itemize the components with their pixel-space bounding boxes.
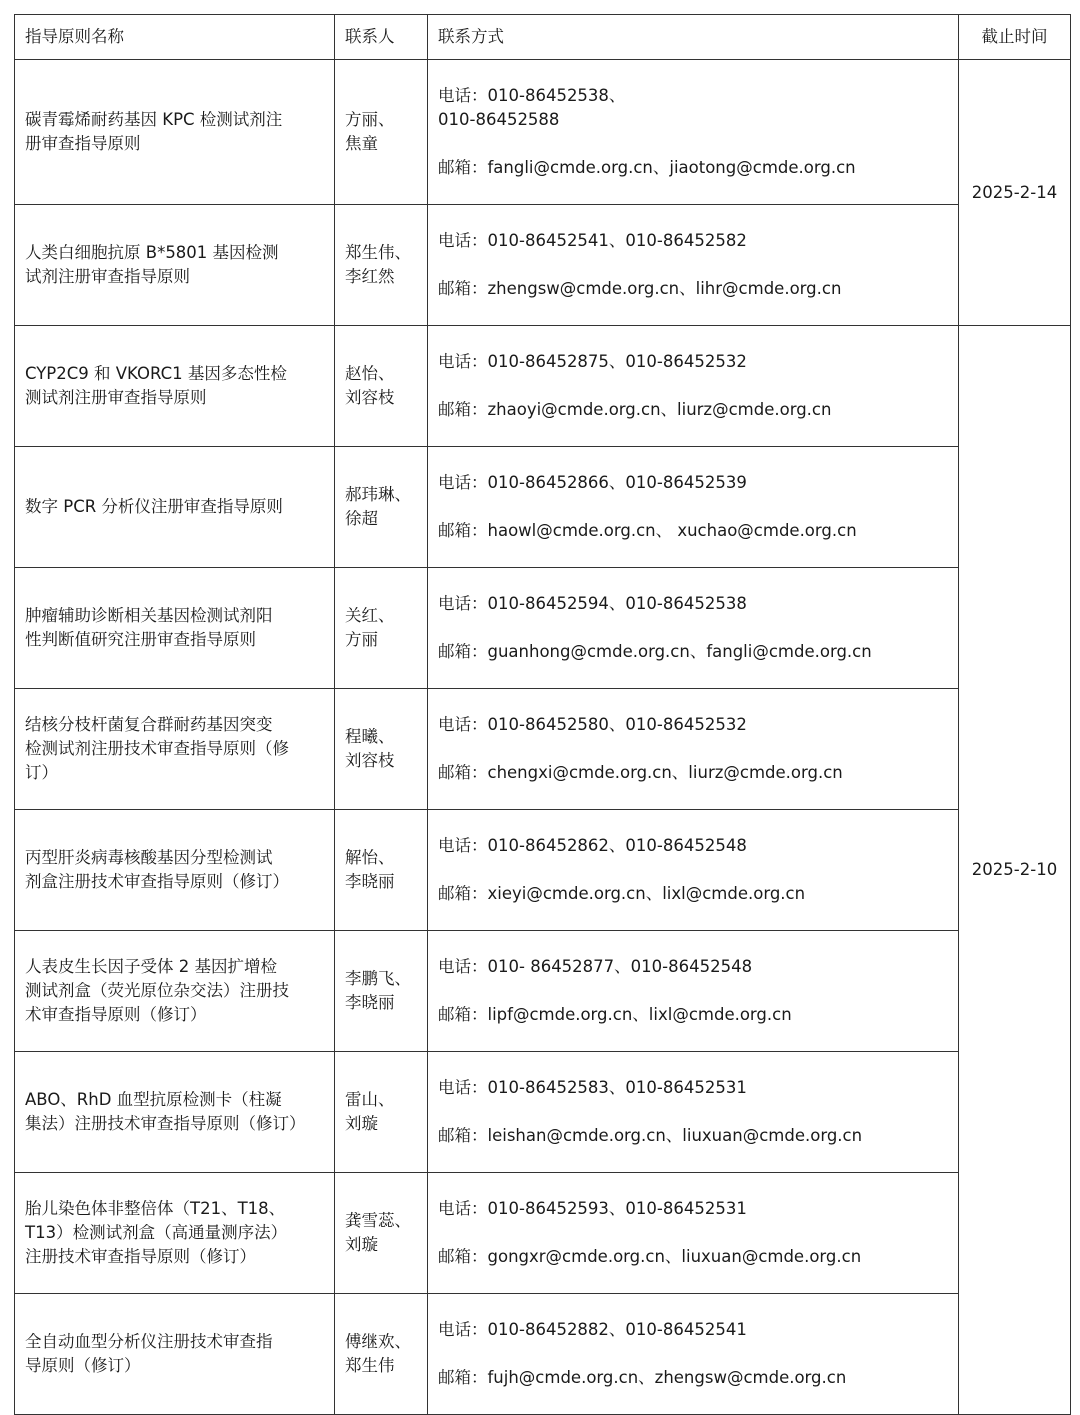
- phone-numbers: 电话：010-86452875、010-86452532: [438, 352, 747, 371]
- header-guideline-name: 指导原则名称: [15, 15, 335, 60]
- contact-person: 龚雪蕊、 刘璇: [335, 1173, 428, 1294]
- email-addresses: 邮箱：leishan@cmde.org.cn、liuxuan@cmde.org.cn: [438, 1126, 863, 1145]
- guideline-name: 胎儿染色体非整倍体（T21、T18、 T13）检测试剂盒（高通量测序法） 注册技术审查指导原则（修订）: [15, 1173, 335, 1294]
- email-addresses: 邮箱：zhengsw@cmde.org.cn、lihr@cmde.org.cn: [438, 279, 842, 298]
- table-row: [15, 689, 1071, 810]
- guideline-contact-table: [14, 14, 1071, 1415]
- guideline-name: 丙型肝炎病毒核酸基因分型检测试 剂盒注册技术审查指导原则（修订）: [15, 810, 335, 931]
- table-row: [15, 1052, 1071, 1173]
- contact-method: [428, 60, 959, 205]
- guideline-name: 肿瘤辅助诊断相关基因检测试剂阳 性判断值研究注册审查指导原则: [15, 568, 335, 689]
- phone-numbers: 电话：010-86452593、010-86452531: [438, 1199, 747, 1218]
- phone-numbers: 电话：010-86452583、010-86452531: [438, 1078, 747, 1097]
- email-addresses: 邮箱：haowl@cmde.org.cn、 xuchao@cmde.org.cn: [438, 521, 857, 540]
- email-addresses: 邮箱：chengxi@cmde.org.cn、liurz@cmde.org.cn: [438, 763, 843, 782]
- email-addresses: 邮箱：zhaoyi@cmde.org.cn、liurz@cmde.org.cn: [438, 400, 832, 419]
- contact-person: 郑生伟、 李红然: [335, 205, 428, 326]
- contact-method: [428, 931, 959, 1052]
- phone-numbers: 电话：010-86452882、010-86452541: [438, 1320, 747, 1339]
- contact-person: 程曦、 刘容枝: [335, 689, 428, 810]
- table-row: [15, 1173, 1071, 1294]
- contact-method: [428, 1052, 959, 1173]
- table-row: [15, 326, 1071, 447]
- guideline-name: 全自动血型分析仪注册技术审查指 导原则（修订）: [15, 1294, 335, 1415]
- contact-person: 雷山、 刘璇: [335, 1052, 428, 1173]
- guideline-name: 数字 PCR 分析仪注册审查指导原则: [15, 447, 335, 568]
- contact-method: [428, 205, 959, 326]
- phone-numbers: 电话：010-86452862、010-86452548: [438, 836, 747, 855]
- contact-method: [428, 689, 959, 810]
- guideline-name: 人类白细胞抗原 B*5801 基因检测 试剂注册审查指导原则: [15, 205, 335, 326]
- contact-method: [428, 1173, 959, 1294]
- contact-person: 方丽、 焦童: [335, 60, 428, 205]
- table-row: [15, 810, 1071, 931]
- phone-numbers: 电话：010-86452866、010-86452539: [438, 473, 747, 492]
- phone-numbers: 电话：010-86452580、010-86452532: [438, 715, 747, 734]
- contact-person: 郝玮琳、 徐超: [335, 447, 428, 568]
- email-addresses: 邮箱：fujh@cmde.org.cn、zhengsw@cmde.org.cn: [438, 1368, 847, 1387]
- guideline-name: 人表皮生长因子受体 2 基因扩增检 测试剂盒（荧光原位杂交法）注册技 术审查指导原则（修订）: [15, 931, 335, 1052]
- phone-numbers: 电话：010- 86452877、010-86452548: [438, 957, 753, 976]
- contact-person: 关红、 方丽: [335, 568, 428, 689]
- email-addresses: 邮箱：fangli@cmde.org.cn、jiaotong@cmde.org.cn: [438, 158, 856, 177]
- table-row: [15, 1294, 1071, 1415]
- email-addresses: 邮箱：guanhong@cmde.org.cn、fangli@cmde.org.cn: [438, 642, 872, 661]
- guideline-name: 结核分枝杆菌复合群耐药基因突变 检测试剂注册技术审查指导原则（修 订）: [15, 689, 335, 810]
- phone-numbers: 电话：010-86452538、 010-86452588: [438, 86, 626, 129]
- contact-method: [428, 1294, 959, 1415]
- contact-person: 李鹏飞、 李晓丽: [335, 931, 428, 1052]
- header-contact-method: 联系方式: [428, 15, 959, 60]
- contact-person: 赵怡、 刘容枝: [335, 326, 428, 447]
- guideline-name: ABO、RhD 血型抗原检测卡（柱凝 集法）注册技术审查指导原则（修订）: [15, 1052, 335, 1173]
- contact-person: 解怡、 李晓丽: [335, 810, 428, 931]
- contact-method: [428, 568, 959, 689]
- table-row: [15, 60, 1071, 205]
- phone-numbers: 电话：010-86452541、010-86452582: [438, 231, 747, 250]
- table-row: [15, 447, 1071, 568]
- table-header-row: [15, 15, 1071, 60]
- contact-method: [428, 810, 959, 931]
- phone-numbers: 电话：010-86452594、010-86452538: [438, 594, 747, 613]
- email-addresses: 邮箱：xieyi@cmde.org.cn、lixl@cmde.org.cn: [438, 884, 806, 903]
- table-row: [15, 931, 1071, 1052]
- table-row: [15, 205, 1071, 326]
- table-row: [15, 568, 1071, 689]
- guideline-name: 碳青霉烯耐药基因 KPC 检测试剂注 册审查指导原则: [15, 60, 335, 205]
- guideline-name: CYP2C9 和 VKORC1 基因多态性检 测试剂注册审查指导原则: [15, 326, 335, 447]
- deadline-cell: 2025-2-14: [959, 60, 1071, 326]
- header-deadline: 截止时间: [959, 15, 1071, 60]
- deadline-cell: 2025-2-10: [959, 326, 1071, 1415]
- header-contact-person: 联系人: [335, 15, 428, 60]
- contact-method: [428, 326, 959, 447]
- email-addresses: 邮箱：lipf@cmde.org.cn、lixl@cmde.org.cn: [438, 1005, 792, 1024]
- email-addresses: 邮箱：gongxr@cmde.org.cn、liuxuan@cmde.org.cn: [438, 1247, 862, 1266]
- contact-method: [428, 447, 959, 568]
- contact-person: 傅继欢、 郑生伟: [335, 1294, 428, 1415]
